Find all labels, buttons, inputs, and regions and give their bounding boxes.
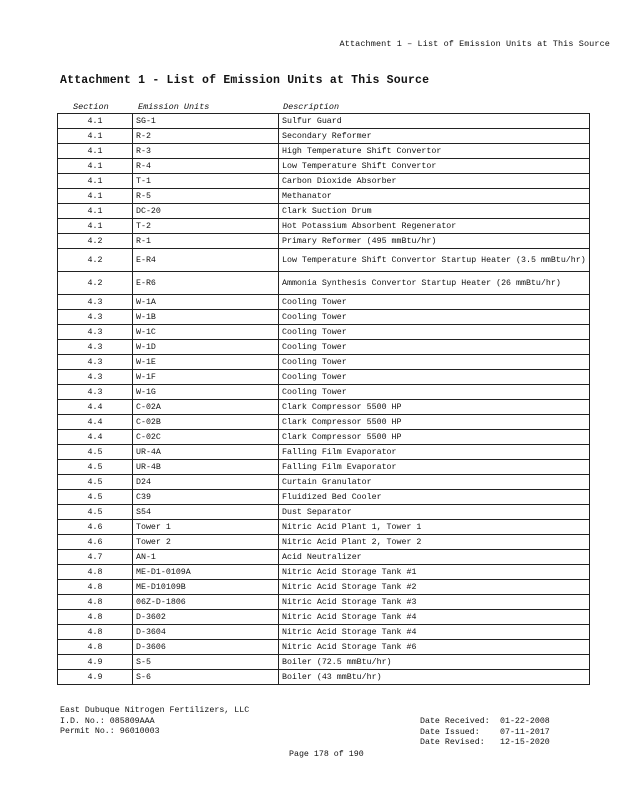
table-row: [58, 295, 590, 310]
company-name: East Dubuque Nitrogen Fertilizers, LLC: [60, 706, 250, 715]
cell-description: Fluidized Bed Cooler: [279, 490, 590, 505]
cell-emission-unit: W-1C: [133, 325, 279, 340]
cell-description: Nitric Acid Storage Tank #4: [279, 625, 590, 640]
table-row: [58, 385, 590, 400]
id-number: I.D. No.: 085809AAA: [60, 716, 155, 726]
cell-description: Nitric Acid Storage Tank #4: [279, 610, 590, 625]
cell-section: 4.4: [58, 430, 133, 445]
page-number: Page 178 of 190: [289, 750, 364, 759]
cell-description: Carbon Dioxide Absorber: [279, 174, 590, 189]
cell-section: 4.1: [58, 219, 133, 234]
cell-description: Nitric Acid Plant 2, Tower 2: [279, 535, 590, 550]
table-row: [58, 159, 590, 174]
cell-section: 4.8: [58, 565, 133, 580]
cell-section: 4.3: [58, 370, 133, 385]
cell-section: 4.6: [58, 535, 133, 550]
cell-section: 4.2: [58, 234, 133, 249]
table-row: [58, 625, 590, 640]
cell-section: 4.3: [58, 295, 133, 310]
column-header-emission-units: Emission Units: [138, 102, 210, 112]
cell-emission-unit: 06Z-D-1806: [133, 595, 279, 610]
cell-emission-unit: W-1A: [133, 295, 279, 310]
cell-section: 4.6: [58, 520, 133, 535]
cell-section: 4.2: [58, 249, 133, 272]
cell-description: Falling Film Evaporator: [279, 445, 590, 460]
cell-description: Dust Separator: [279, 505, 590, 520]
cell-emission-unit: Tower 1: [133, 520, 279, 535]
table-row: [58, 114, 590, 129]
cell-emission-unit: C-02B: [133, 415, 279, 430]
cell-description: Nitric Acid Storage Tank #6: [279, 640, 590, 655]
table-row: [58, 234, 590, 249]
cell-section: 4.5: [58, 475, 133, 490]
cell-description: Nitric Acid Plant 1, Tower 1: [279, 520, 590, 535]
cell-emission-unit: E-R4: [133, 249, 279, 272]
cell-emission-unit: T-2: [133, 219, 279, 234]
cell-section: 4.1: [58, 129, 133, 144]
cell-section: 4.1: [58, 144, 133, 159]
cell-section: 4.3: [58, 340, 133, 355]
table-row: [58, 520, 590, 535]
cell-emission-unit: UR-4B: [133, 460, 279, 475]
cell-emission-unit: W-1E: [133, 355, 279, 370]
cell-description: Nitric Acid Storage Tank #2: [279, 580, 590, 595]
cell-description: Falling Film Evaporator: [279, 460, 590, 475]
cell-description: Cooling Tower: [279, 340, 590, 355]
table-row: [58, 370, 590, 385]
cell-emission-unit: SG-1: [133, 114, 279, 129]
cell-section: 4.9: [58, 670, 133, 685]
table-row: [58, 249, 590, 272]
cell-section: 4.9: [58, 655, 133, 670]
table-row: [58, 400, 590, 415]
page-title: Attachment 1 - List of Emission Units at This Source: [60, 74, 430, 87]
cell-section: 4.8: [58, 610, 133, 625]
column-header-description: Description: [283, 102, 340, 112]
cell-description: Boiler (72.5 mmBtu/hr): [279, 655, 590, 670]
cell-emission-unit: C-02C: [133, 430, 279, 445]
cell-section: 4.3: [58, 310, 133, 325]
table-row: [58, 430, 590, 445]
table-row: [58, 595, 590, 610]
table-row: [58, 144, 590, 159]
cell-description: Methanator: [279, 189, 590, 204]
emission-units-table: [57, 113, 590, 685]
table-row: [58, 565, 590, 580]
table-row: [58, 219, 590, 234]
cell-section: 4.8: [58, 595, 133, 610]
cell-description: Clark Suction Drum: [279, 204, 590, 219]
cell-emission-unit: ME-D10109B: [133, 580, 279, 595]
cell-emission-unit: D24: [133, 475, 279, 490]
cell-emission-unit: UR-4A: [133, 445, 279, 460]
cell-section: 4.2: [58, 272, 133, 295]
cell-section: 4.3: [58, 385, 133, 400]
cell-section: 4.1: [58, 159, 133, 174]
cell-section: 4.4: [58, 415, 133, 430]
cell-description: Cooling Tower: [279, 310, 590, 325]
cell-description: Clark Compressor 5500 HP: [279, 415, 590, 430]
cell-emission-unit: R-5: [133, 189, 279, 204]
table-row: [58, 505, 590, 520]
cell-emission-unit: W-1D: [133, 340, 279, 355]
cell-section: 4.5: [58, 445, 133, 460]
cell-description: Ammonia Synthesis Convertor Startup Heater (26 mmBtu/hr): [279, 272, 590, 295]
cell-section: 4.5: [58, 490, 133, 505]
cell-section: 4.5: [58, 460, 133, 475]
cell-emission-unit: Tower 2: [133, 535, 279, 550]
cell-section: 4.1: [58, 174, 133, 189]
table-row: [58, 204, 590, 219]
cell-description: Secondary Reformer: [279, 129, 590, 144]
cell-description: Curtain Granulator: [279, 475, 590, 490]
date-received: Date Received: 01-22-2008: [420, 717, 550, 726]
cell-description: Nitric Acid Storage Tank #3: [279, 595, 590, 610]
cell-section: 4.3: [58, 325, 133, 340]
cell-section: 4.1: [58, 204, 133, 219]
cell-emission-unit: ME-D1-0109A: [133, 565, 279, 580]
cell-description: Cooling Tower: [279, 295, 590, 310]
table-row: [58, 640, 590, 655]
table-row: [58, 272, 590, 295]
cell-description: Low Temperature Shift Convertor: [279, 159, 590, 174]
cell-description: Cooling Tower: [279, 385, 590, 400]
cell-description: Primary Reformer (495 mmBtu/hr): [279, 234, 590, 249]
cell-emission-unit: W-1B: [133, 310, 279, 325]
cell-emission-unit: S54: [133, 505, 279, 520]
cell-emission-unit: D-3604: [133, 625, 279, 640]
footer-dates-block: [420, 717, 550, 749]
cell-emission-unit: S-5: [133, 655, 279, 670]
table-row: [58, 460, 590, 475]
table-row: [58, 129, 590, 144]
running-header: Attachment 1 – List of Emission Units at This Source: [339, 39, 610, 49]
cell-section: 4.7: [58, 550, 133, 565]
cell-description: Hot Potassium Absorbent Regenerator: [279, 219, 590, 234]
cell-emission-unit: DC-20: [133, 204, 279, 219]
cell-emission-unit: C39: [133, 490, 279, 505]
table-row: [58, 174, 590, 189]
date-issued: Date Issued: 07-11-2017: [420, 727, 550, 737]
cell-description: Boiler (43 mmBtu/hr): [279, 670, 590, 685]
cell-emission-unit: R-3: [133, 144, 279, 159]
cell-emission-unit: T-1: [133, 174, 279, 189]
cell-section: 4.8: [58, 625, 133, 640]
cell-emission-unit: D-3602: [133, 610, 279, 625]
cell-description: Sulfur Guard: [279, 114, 590, 129]
cell-description: High Temperature Shift Convertor: [279, 144, 590, 159]
cell-emission-unit: R-4: [133, 159, 279, 174]
cell-description: Cooling Tower: [279, 355, 590, 370]
cell-section: 4.3: [58, 355, 133, 370]
table-row: [58, 535, 590, 550]
table-row: [58, 580, 590, 595]
cell-description: Nitric Acid Storage Tank #1: [279, 565, 590, 580]
cell-description: Cooling Tower: [279, 370, 590, 385]
cell-emission-unit: W-1G: [133, 385, 279, 400]
table-row: [58, 415, 590, 430]
table-row: [58, 655, 590, 670]
cell-emission-unit: S-6: [133, 670, 279, 685]
table-row: [58, 355, 590, 370]
cell-section: 4.1: [58, 189, 133, 204]
table-row: [58, 445, 590, 460]
cell-section: 4.5: [58, 505, 133, 520]
table-row: [58, 340, 590, 355]
cell-emission-unit: W-1F: [133, 370, 279, 385]
table-row: [58, 490, 590, 505]
cell-emission-unit: D-3606: [133, 640, 279, 655]
table-row: [58, 189, 590, 204]
cell-emission-unit: R-1: [133, 234, 279, 249]
table-row: [58, 670, 590, 685]
cell-section: 4.8: [58, 580, 133, 595]
table-row: [58, 610, 590, 625]
table-row: [58, 310, 590, 325]
cell-description: Acid Neutralizer: [279, 550, 590, 565]
cell-section: 4.1: [58, 114, 133, 129]
cell-description: Cooling Tower: [279, 325, 590, 340]
cell-section: 4.4: [58, 400, 133, 415]
cell-emission-unit: E-R6: [133, 272, 279, 295]
cell-description: Clark Compressor 5500 HP: [279, 430, 590, 445]
cell-section: 4.8: [58, 640, 133, 655]
cell-emission-unit: AN-1: [133, 550, 279, 565]
footer-company-block: [60, 706, 249, 738]
permit-number: Permit No.: 96010003: [60, 727, 160, 736]
column-header-section: Section: [73, 102, 109, 112]
table-row: [58, 325, 590, 340]
table-row: [58, 475, 590, 490]
cell-emission-unit: C-02A: [133, 400, 279, 415]
cell-description: Clark Compressor 5500 HP: [279, 400, 590, 415]
cell-description: Low Temperature Shift Convertor Startup Heater (3.5 mmBtu/hr): [279, 249, 590, 272]
date-revised: Date Revised: 12-15-2020: [420, 738, 550, 747]
table-row: [58, 550, 590, 565]
cell-emission-unit: R-2: [133, 129, 279, 144]
